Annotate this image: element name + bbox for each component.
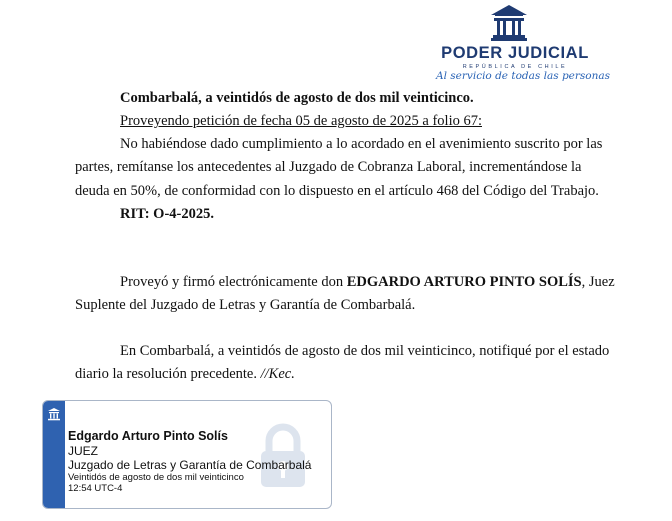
signed-prefix: Proveyó y firmó electrónicamente don — [120, 274, 344, 290]
signature-time: 12:54 UTC-4 — [68, 483, 123, 494]
paragraph-line: partes, remítanse los antecedentes al Juzgado de Cobranza Laboral, incrementándose la — [75, 159, 582, 175]
courthouse-logo-icon — [488, 4, 530, 42]
signature-date: Veintidós de agosto de dos mil veinticinco — [68, 472, 244, 483]
paragraph-line: No habiéndose dado cumplimiento a lo acordado en el avenimiento suscrito por las — [120, 136, 603, 152]
signature-sidebar — [43, 401, 65, 508]
judge-name: EDGARDO ARTURO PINTO SOLÍS — [346, 274, 582, 290]
signed-statement-line2: Suplente del Juzgado de Letras y Garantía de Combarbalá. — [75, 297, 416, 313]
electronic-signature-box — [42, 400, 332, 509]
signer-court: Juzgado de Letras y Garantía de Combarbalá — [68, 458, 312, 472]
logo-title: PODER JUDICIAL — [441, 44, 589, 62]
notification-line: En Combarbalá, a veintidós de agosto de dos mil veinticinco, notifiqué por el estado — [120, 343, 610, 359]
date-heading: Combarbalá, a veintidós de agosto de dos mil veinticinco. — [120, 90, 474, 106]
signer-role: JUEZ — [68, 444, 98, 458]
padlock-icon — [255, 421, 311, 491]
courthouse-icon — [47, 407, 61, 421]
signed-suffix: , Juez — [581, 274, 615, 290]
notification-text: diario la resolución precedente. — [75, 366, 257, 382]
signed-statement — [120, 274, 615, 291]
signer-name: Edgardo Arturo Pinto Solís — [68, 429, 228, 443]
logo-subtitle: REPÚBLICA DE CHILE — [462, 64, 568, 70]
poder-judicial-logo — [436, 4, 611, 88]
petition-reference: Proveyendo petición de fecha 05 de agosto de 2025 a folio 67: — [120, 113, 482, 129]
notification-line2 — [75, 366, 295, 383]
paragraph-line: deuda en 50%, de conformidad con lo dispuesto en el artículo 468 del Código del Trabajo. — [75, 183, 599, 199]
rit-number: RIT: O-4-2025. — [120, 206, 214, 222]
notification-initials: //Kec. — [260, 366, 295, 382]
logo-slogan: Al servicio de todas las personas — [436, 70, 611, 82]
